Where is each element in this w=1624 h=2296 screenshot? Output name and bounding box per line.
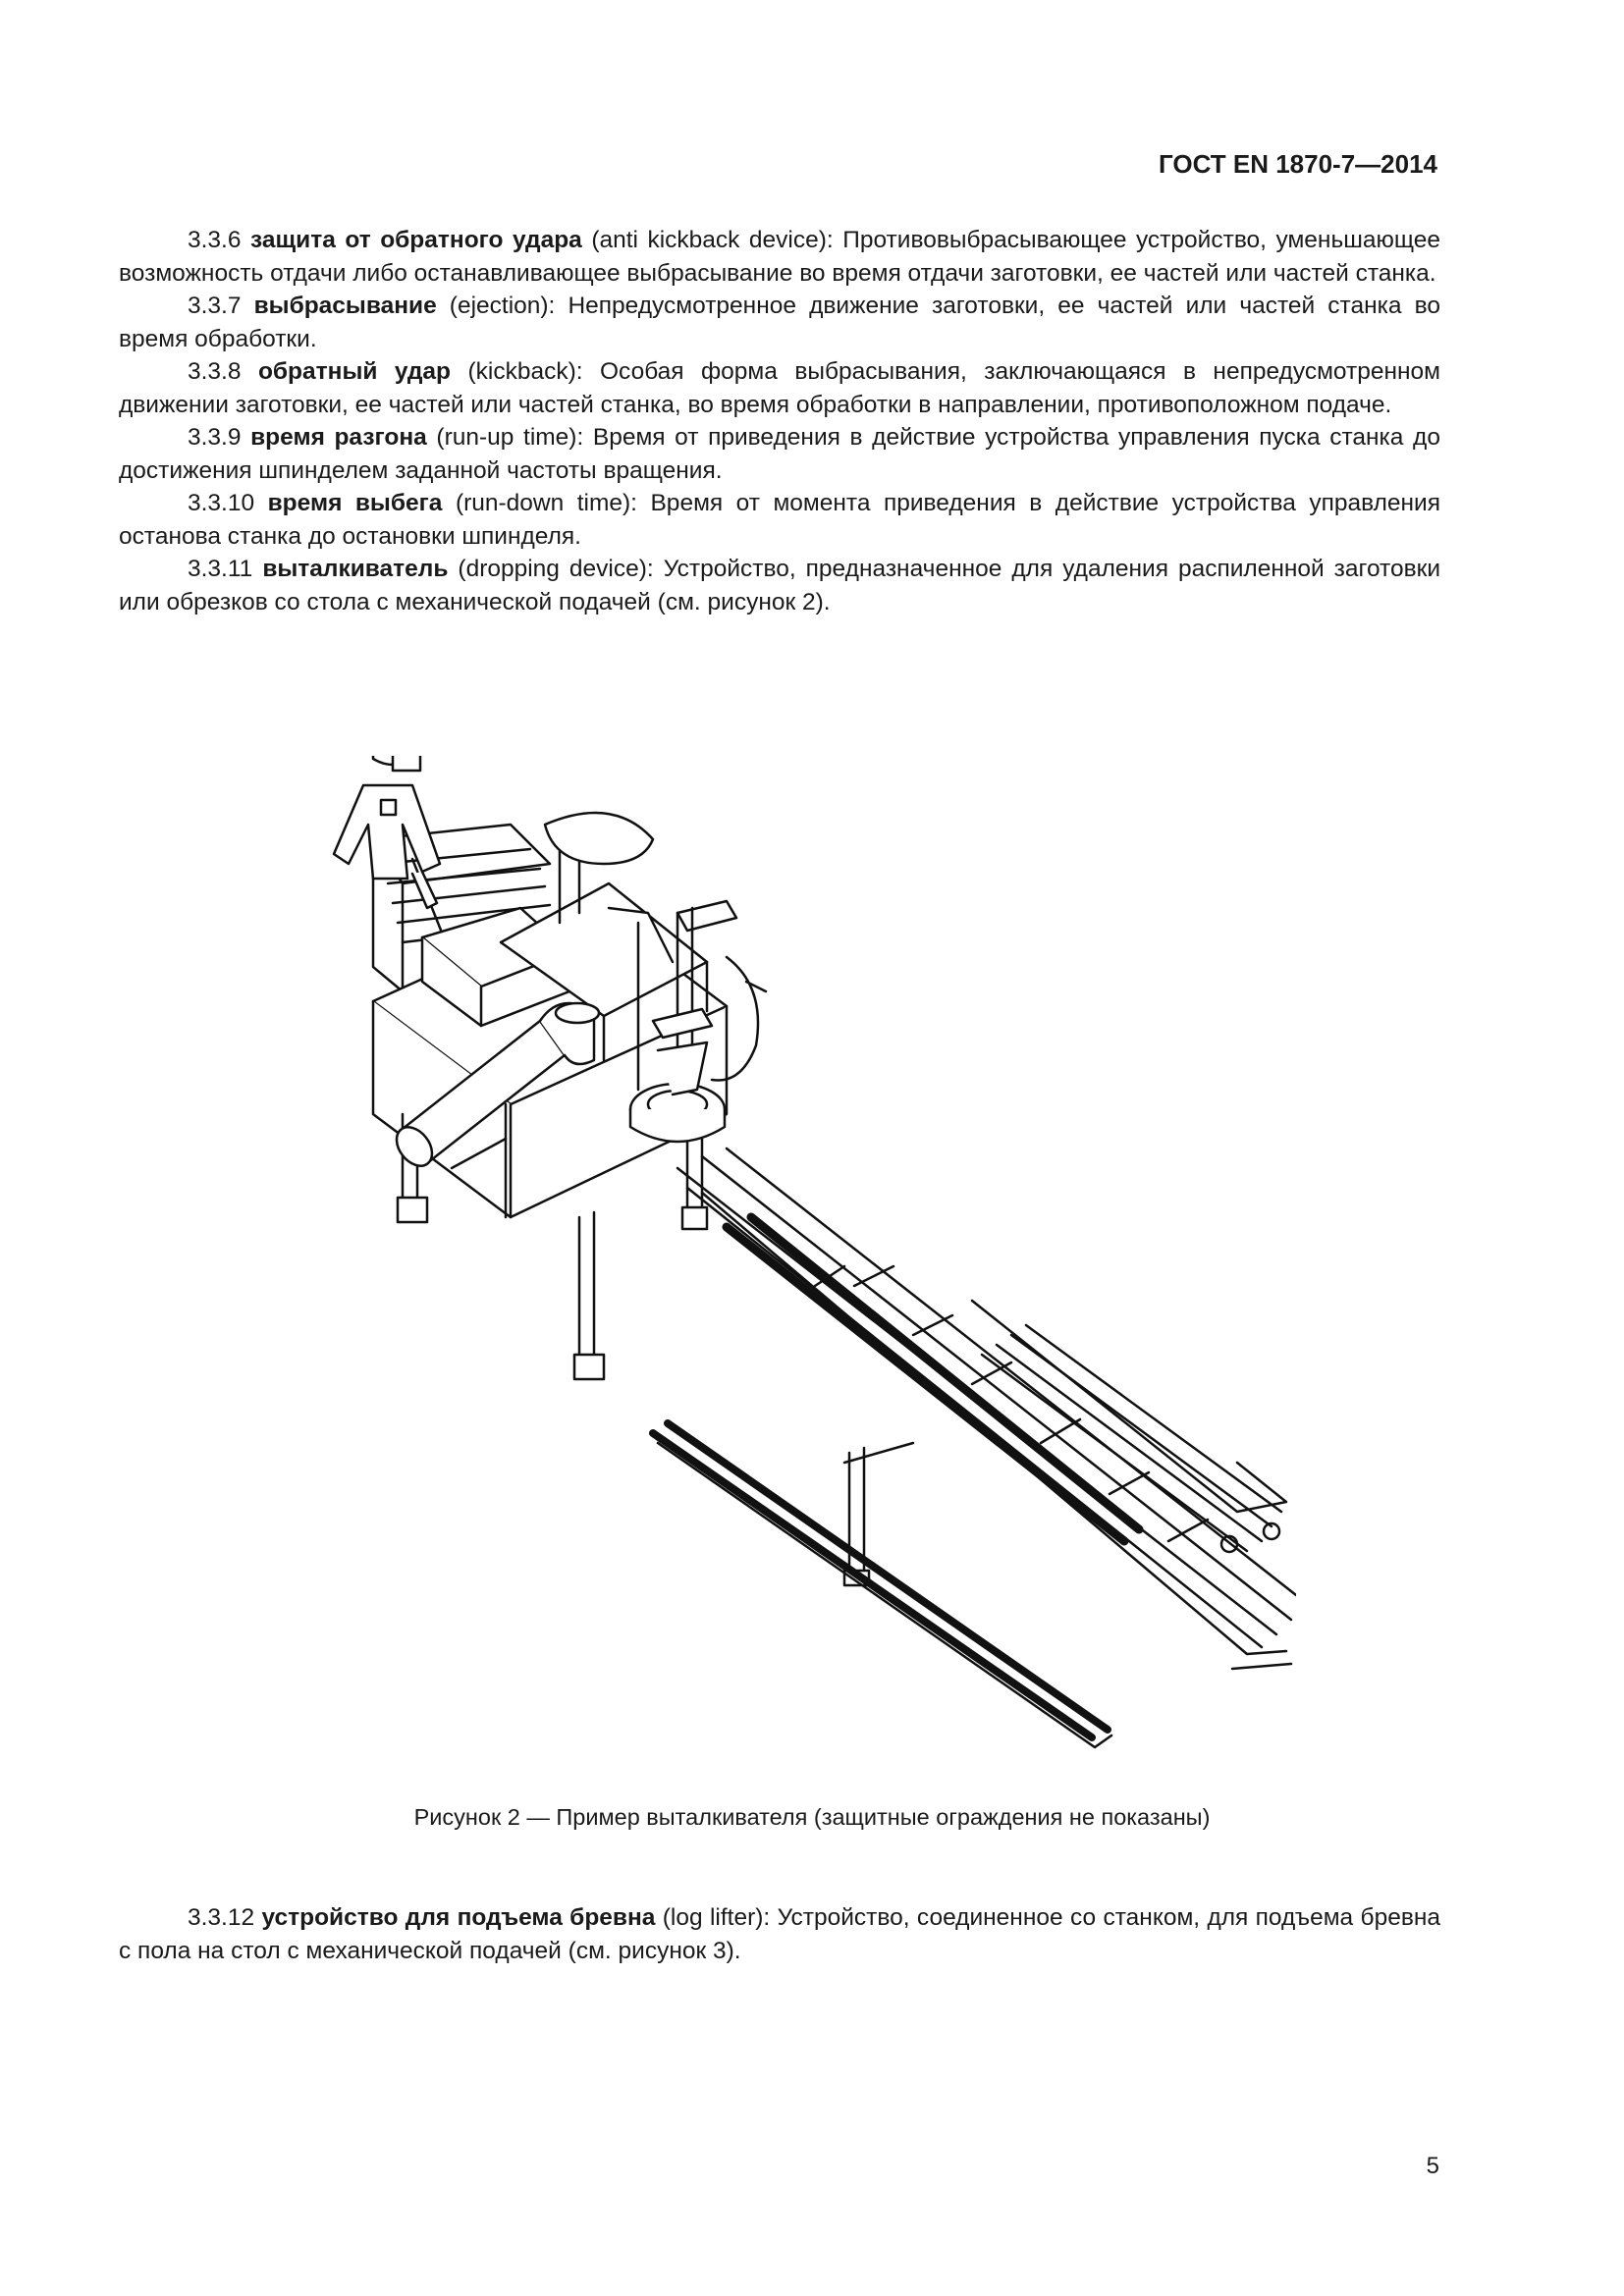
definition-3-3-8: 3.3.8 обратный удар (kickback): Особая форма выбрасывания, заключающаяся в непредусмотренном движении заготовки, ее частей или частей станка, во время обработки в направлении, противоположном подаче. bbox=[119, 358, 1441, 418]
definition-3-3-9: 3.3.9 время разгона (run-up time): Время от приведения в действие устройства управления пуска станка до достижения шпинделем заданной частоты вращения. bbox=[119, 424, 1440, 484]
definition-3-3-6: 3.3.6 защита от обратного удара (anti kickback device): Противовыбрасывающее устройство, уменьшающее возможность отдачи либо останавливающее выбрасывание во время отдачи заготовки, ее частей или частей станка. bbox=[119, 227, 1441, 287]
figure-dropping-device bbox=[265, 756, 1296, 1757]
page-number: 5 bbox=[1426, 2153, 1439, 2179]
dropping-device-illustration bbox=[265, 756, 1296, 1757]
term: выталкиватель bbox=[262, 556, 449, 582]
conveyor-legs bbox=[844, 1443, 913, 1585]
definitions-block-after bbox=[119, 1901, 1440, 1967]
term: выбрасывание bbox=[253, 293, 437, 319]
term: обратный удар bbox=[257, 358, 452, 385]
term: устройство для подъема бревна bbox=[261, 1904, 656, 1931]
term: время выбега bbox=[267, 490, 443, 516]
figure-caption: Рисунок 2 — Пример выталкивателя (защитные ограждения не показаны) bbox=[413, 1804, 1211, 1830]
definition-3-3-7: 3.3.7 выбрасывание (ejection): Непредусмотренное движение заготовки, ее частей или частей станка во время обработки. bbox=[119, 293, 1440, 352]
definition-3-3-11: 3.3.11 выталкиватель (dropping device): Устройство, предназначенное для удаления распиленной заготовки или обрезков со стола с механической подачей (см. рисунок 2). bbox=[119, 556, 1441, 615]
definition-3-3-12: 3.3.12 устройство для подъема бревна (log lifter): Устройство, соединенное со станком, для подъема бревна с пола на стол с механической подачей (см. рисунок 3). bbox=[119, 1904, 1440, 1964]
document-code: ГОСТ EN 1870-7—2014 bbox=[1159, 149, 1437, 179]
definitions-block bbox=[119, 224, 1440, 618]
definition-3-3-10: 3.3.10 время выбега (run-down time): Время от момента приведения в действие устройства управления останова станка до остановки шпинделя. bbox=[119, 490, 1441, 550]
operator-figure bbox=[334, 756, 440, 908]
term: время разгона bbox=[250, 424, 427, 451]
term: защита от обратного удара bbox=[250, 227, 582, 253]
